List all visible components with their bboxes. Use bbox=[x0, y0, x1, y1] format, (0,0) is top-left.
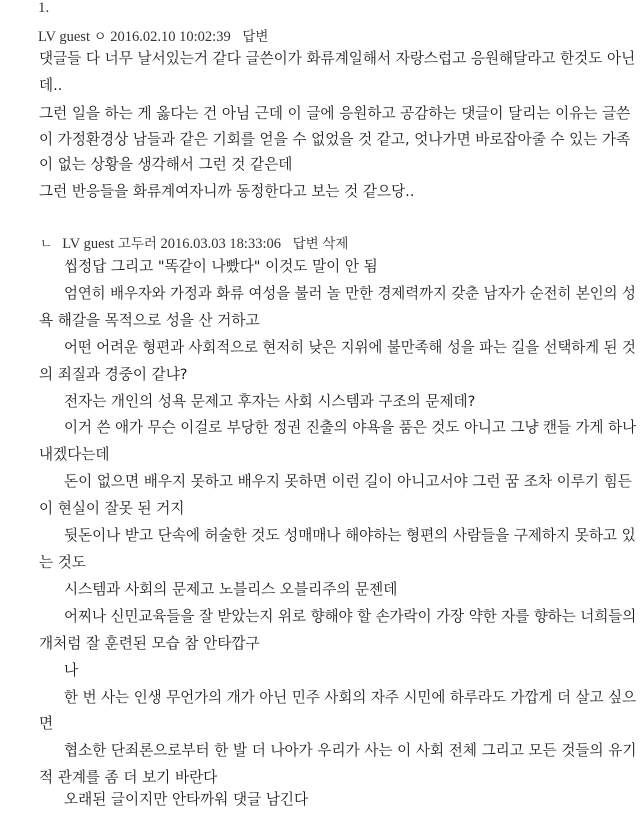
reply-button[interactable]: 답변 bbox=[292, 236, 319, 252]
comment-line: 이 없는 상황을 생각해서 그런 것 같은데 bbox=[39, 156, 293, 173]
comment-line: 한 번 사는 인생 무언가의 개가 아닌 민주 사회의 자주 시민에 하루라도 가깝게 더 살고 싶으 bbox=[64, 689, 637, 706]
comment-line: 나 bbox=[64, 662, 79, 679]
comment-line: 이 현실이 잘못 된 거지 bbox=[39, 500, 185, 517]
author-mark: 고두러 bbox=[117, 236, 157, 252]
comment-line: 내겠다는데 bbox=[39, 446, 110, 463]
comment-line: 그런 일을 하는 게 옳다는 건 아님 근데 이 글에 응원하고 공감하는 댓글이 달리는 이유는 글쓴 bbox=[39, 105, 631, 122]
comment-line: 의 죄질과 경중이 같냐? bbox=[39, 366, 188, 383]
comment-date: 2016.02.10 bbox=[110, 29, 176, 45]
comment-line: 댓글들 다 너무 날서있는거 같다 글쓴이가 화류계일해서 자랑스럽고 응원해달라고 한것도 아닌 bbox=[39, 50, 636, 67]
comment-line: 데.. bbox=[39, 77, 63, 94]
comment-number: 1. bbox=[38, 0, 50, 16]
user-level: LV bbox=[62, 236, 80, 252]
reply-meta bbox=[40, 232, 348, 253]
comment-line: 어떤 어려운 형편과 사회적으로 현저히 낮은 지위에 불만족해 성을 파는 길을 선택하게 된 것 bbox=[64, 339, 636, 356]
comment-line: 어찌나 신민교육들을 잘 받았는지 위로 향해야 할 손가락이 가장 약한 자를 향하는 너희들의 bbox=[64, 608, 637, 625]
comment-line: 전자는 개인의 성욕 문제고 후자는 사회 시스템과 구조의 문제데? bbox=[64, 393, 476, 410]
comment-line: 시스템과 사회의 문제고 노블리스 오블리주의 문젠데 bbox=[64, 581, 398, 598]
comment-meta bbox=[38, 25, 268, 46]
user-level: LV bbox=[38, 29, 56, 45]
comment-line: 는 것도 bbox=[39, 554, 86, 571]
reply-button[interactable]: 답변 bbox=[242, 29, 269, 45]
comment-line: 적 관계를 좀 더 보기 바란다 bbox=[39, 769, 218, 786]
author-name: guest bbox=[83, 236, 115, 252]
comment-line: 돈이 없으면 배우지 못하고 배우지 못하면 이런 길이 아니고서야 그런 꿈 조차 이루기 힘든 bbox=[64, 473, 632, 490]
comment-line: 이거 쓴 애가 무슨 이걸로 부당한 정권 진출의 야욕을 품은 것도 아니고 그냥 캔들 가게 하나 bbox=[64, 419, 637, 436]
comment-line: 개처럼 잘 훈련된 모습 참 안타깝구 bbox=[39, 635, 260, 652]
comment-date: 2016.03.03 bbox=[160, 236, 226, 252]
comment-line: 그런 반응들을 화류계여자니까 동정한다고 보는 것 같으당.. bbox=[39, 183, 415, 200]
reply-arrow-icon: ㄴ bbox=[40, 237, 53, 252]
comment-line: 뒷돈이나 받고 단속에 허술한 것도 성매매나 해야하는 형편의 사람들을 구제하지 못하고 있 bbox=[64, 527, 636, 544]
comment-line: 면 bbox=[39, 715, 54, 732]
delete-button[interactable]: 삭제 bbox=[322, 236, 349, 252]
comment-time: 18:33:06 bbox=[229, 236, 281, 252]
comment-line: 오래된 글이지만 안타까워 댓글 남긴다 bbox=[64, 791, 309, 808]
comment-line: 씹정답 그리고 "똑같이 나빴다" 이것도 말이 안 됨 bbox=[64, 258, 378, 275]
comment-time: 10:02:39 bbox=[179, 29, 231, 45]
author-mark: ㅇ bbox=[93, 29, 107, 45]
comment-line: 이 가정환경상 남들과 같은 기회를 얻을 수 없었을 것 같고, 엇나가면 바로잡아줄 수 있는 가족 bbox=[39, 131, 631, 148]
comment-line: 엄연히 배우자와 가정과 화류 여성을 불러 놀 만한 경제력까지 갖춘 남자가 순전히 본인의 성 bbox=[64, 285, 636, 302]
comment-line: 욕 해갈을 목적으로 성을 산 거하고 bbox=[39, 312, 260, 329]
comment-line: 협소한 단죄론으로부터 한 발 더 나아가 우리가 사는 이 사회 전체 그리고 모든 것들의 유기 bbox=[64, 742, 637, 759]
author-name: guest bbox=[59, 29, 90, 45]
